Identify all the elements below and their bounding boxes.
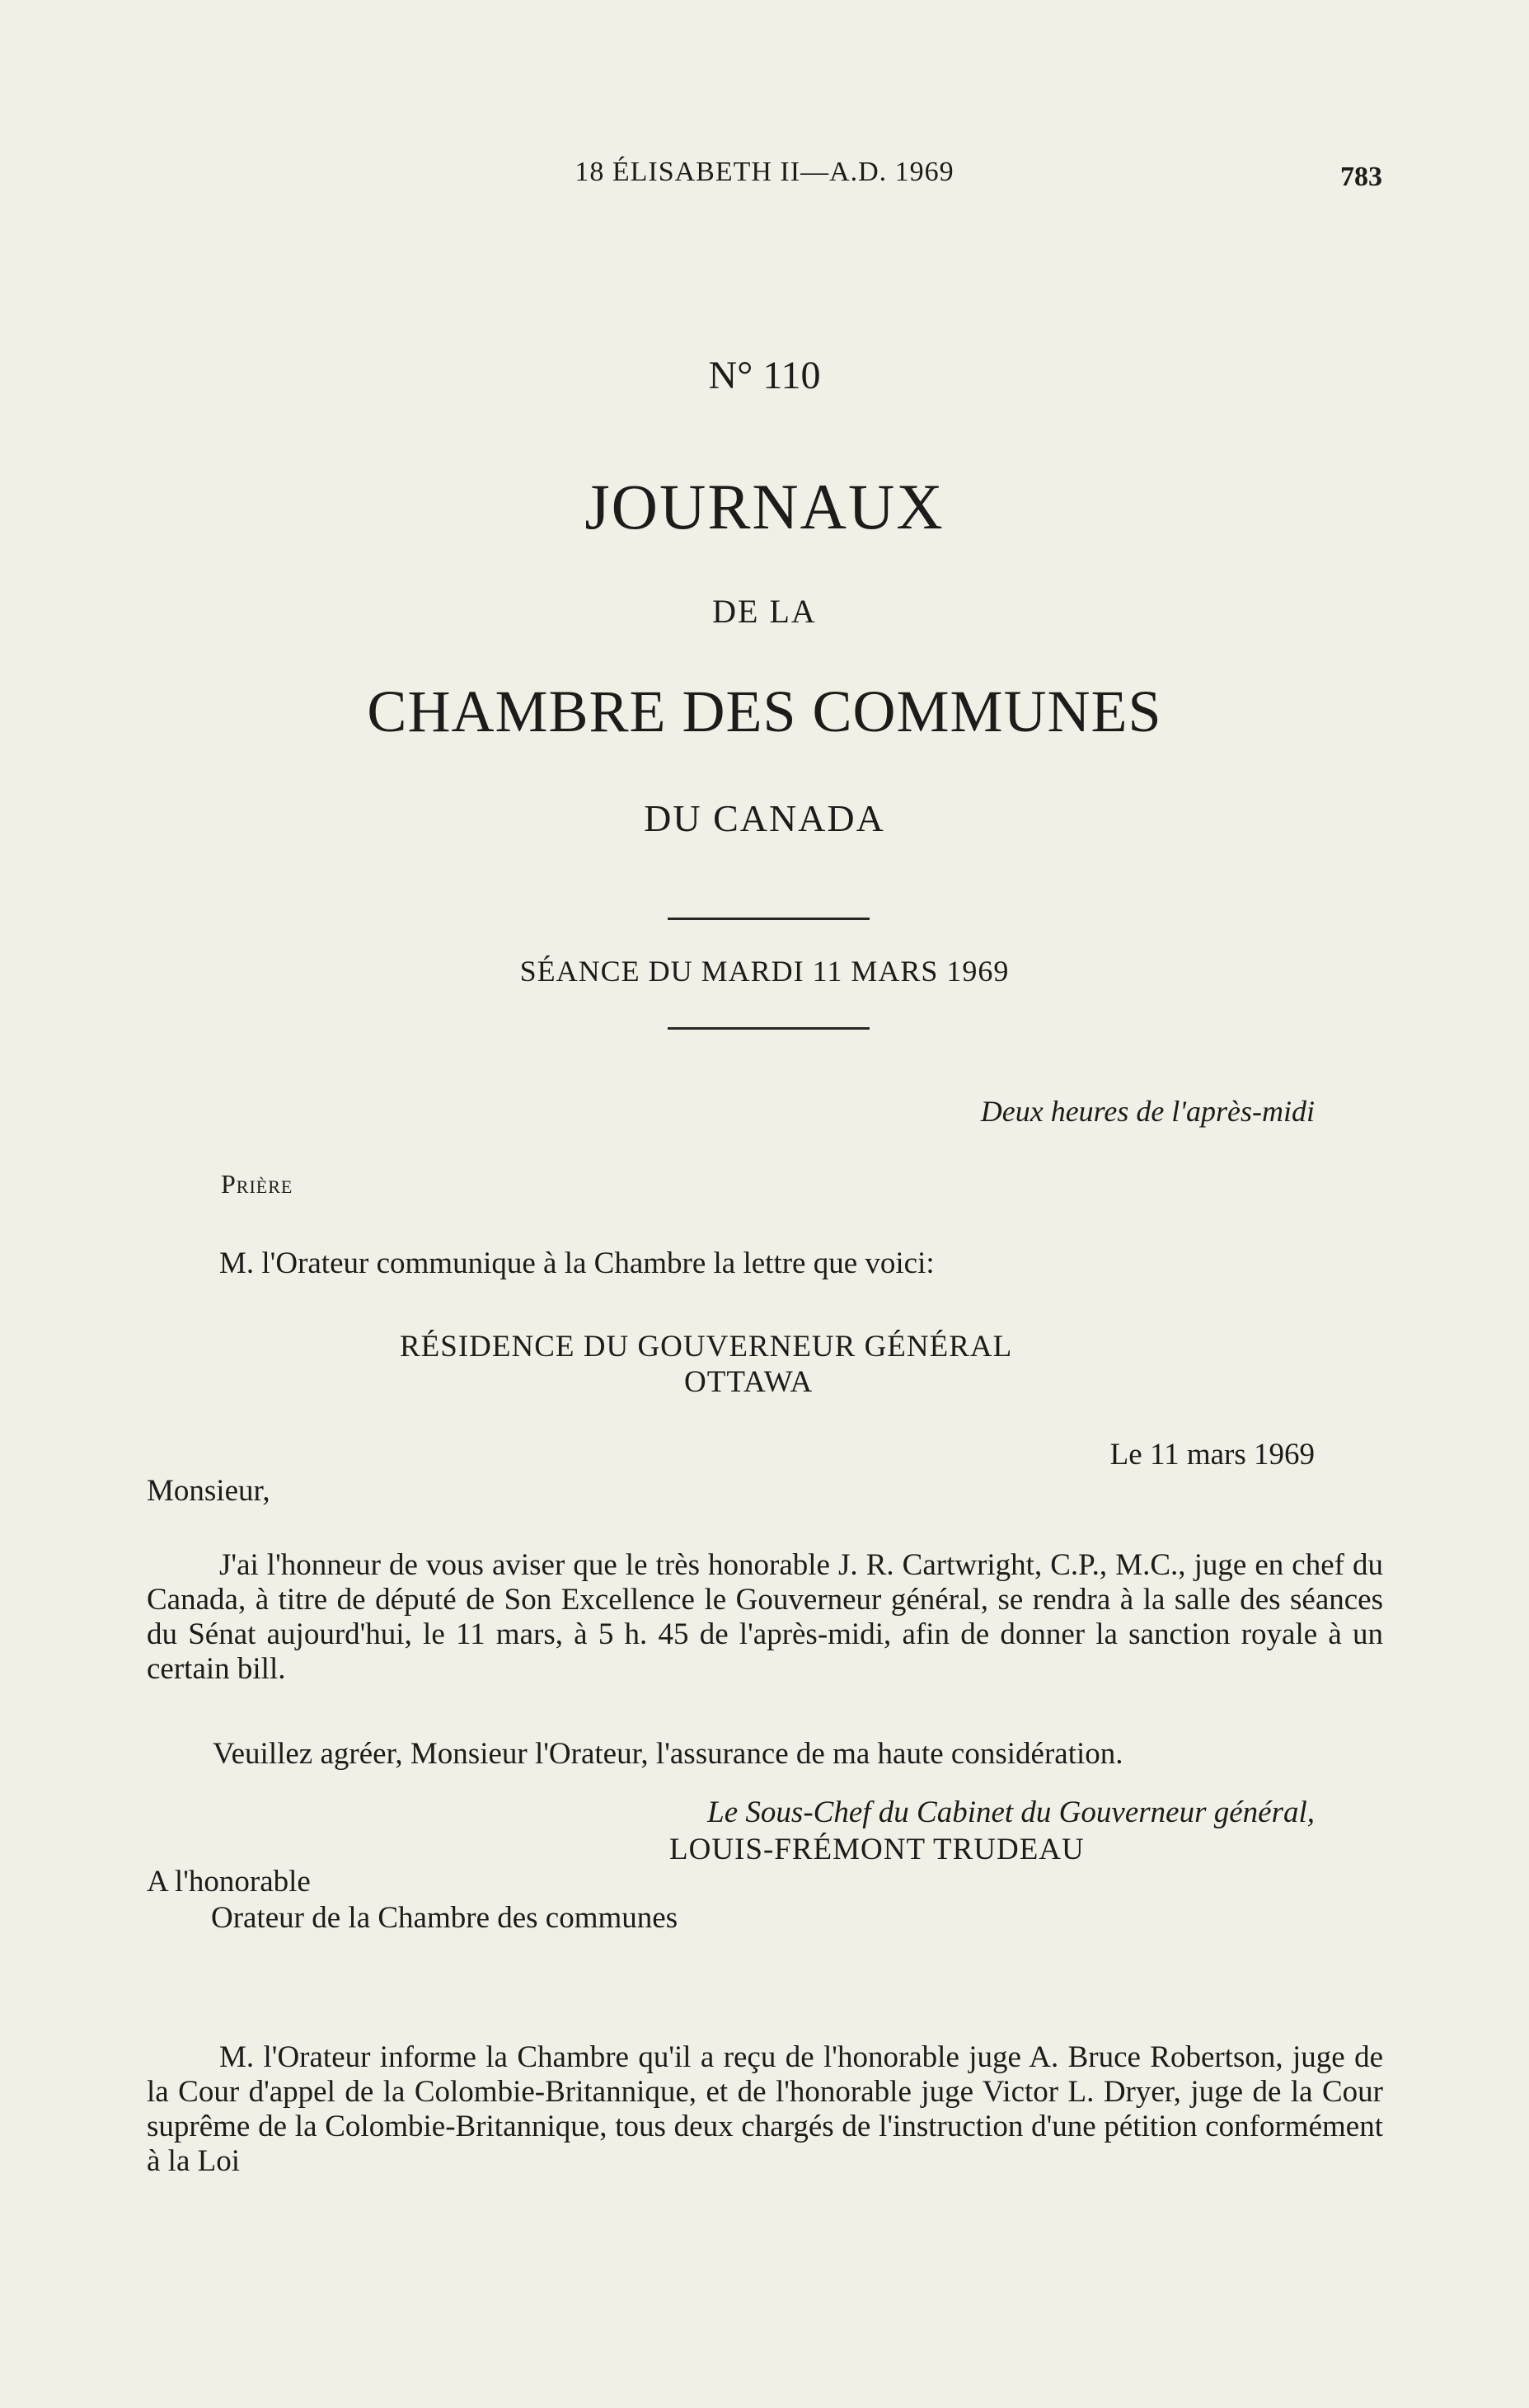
page-number: 783 (1340, 162, 1382, 192)
divider-rule (668, 918, 870, 920)
session-heading: SÉANCE DU MARDI 11 MARS 1969 (519, 955, 1010, 988)
journal-title: JOURNAUX (584, 471, 945, 542)
priere-heading: Prière (221, 1169, 293, 1199)
letter-city: OTTAWA (684, 1365, 814, 1399)
intro-paragraph: M. l'Orateur communique à la Chambre la lettre que voici: (219, 1246, 935, 1280)
title-du-canada: DU CANADA (644, 797, 885, 839)
chamber-title: CHAMBRE DES COMMUNES (367, 678, 1162, 744)
title-de-la: DE LA (712, 593, 817, 630)
letter-residence: RÉSIDENCE DU GOUVERNEUR GÉNÉRAL (400, 1330, 1013, 1364)
journal-number: N° 110 (708, 354, 821, 397)
divider-rule (668, 1027, 870, 1030)
letter-salutation: Monsieur, (147, 1474, 270, 1508)
running-head: 18 ÉLISABETH II—A.D. 1969 (575, 157, 954, 187)
letter-closing: Veuillez agréer, Monsieur l'Orateur, l'assurance de ma haute considération. (213, 1737, 1123, 1771)
address-line: Orateur de la Chambre des communes (211, 1901, 678, 1935)
session-time: Deux heures de l'après-midi (980, 1095, 1315, 1128)
signature-title: Le Sous-Chef du Cabinet du Gouverneur général, (707, 1795, 1315, 1829)
letter-body: J'ai l'honneur de vous aviser que le très honorable J. R. Cartwright, C.P., M.C., juge en chef du Canada, à titre de député de Son Excellence le Gouverneur général, se rendra à la salle des séances du Sénat aujourd'hui, le 11 mars, à 5 h. 45 de l'après-midi, afin de donner la sanction royale à un certain bill. (147, 1548, 1383, 1686)
final-paragraph: M. l'Orateur informe la Chambre qu'il a reçu de l'honorable juge A. Bruce Robertson, juge de la Cour d'appel de la Colombie-Britannique, et de l'honorable juge Victor L. Dryer, juge de la Cour suprême de la Colombie-Britannique, tous deux chargés de l'instruction d'une pétition conformément à la Loi (147, 2040, 1383, 2178)
address-line: A l'honorable (147, 1865, 311, 1899)
letter-date: Le 11 mars 1969 (1109, 1438, 1315, 1472)
signature-name: LOUIS-FRÉMONT TRUDEAU (669, 1833, 1085, 1866)
